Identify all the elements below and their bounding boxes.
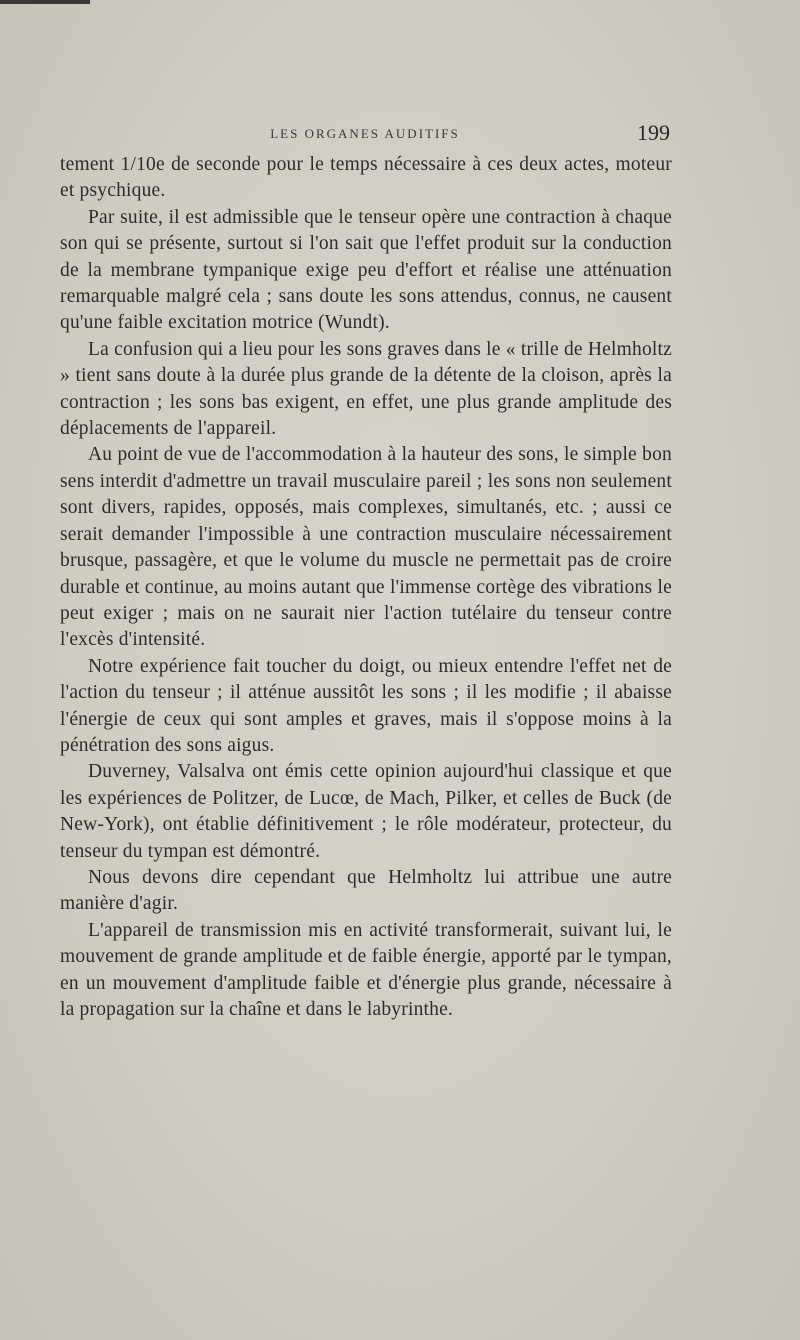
body-text xyxy=(60,152,672,1023)
page-edge-mark xyxy=(0,0,90,4)
paragraph: L'appareil de transmission mis en activité transformerait, suivant lui, le mouvement de grande amplitude et de faible énergie, apporté par le tympan, en un mouvement d'amplitude faible et d'énergie plus grande, nécessaire à la propagation sur la chaîne et dans le labyrinthe. xyxy=(60,919,672,1020)
paragraph: Duverney, Valsalva ont émis cette opinion aujourd'hui classique et que les expériences de Politzer, de Lucœ, de Mach, Pilker, et celles de Buck (de New-York), ont établie définitivement ; le rôle modérateur, protecteur, du tenseur du tympan est démontré. xyxy=(60,761,672,862)
page-header xyxy=(60,120,670,150)
running-title: LES ORGANES AUDITIFS xyxy=(270,126,460,141)
paragraph: Notre expérience fait toucher du doigt, ou mieux entendre l'effet net de l'action du tenseur ; il atténue aussitôt les sons ; il les modifie ; il abaisse l'énergie de ceux qui sont amples et graves, mais il s'oppose moins à la pénétration des sons aigus. xyxy=(60,655,672,756)
page-number: 199 xyxy=(637,120,670,145)
paragraph: Nous devons dire cependant que Helmholtz lui attribue une autre manière d'agir. xyxy=(60,866,672,915)
paragraph: Au point de vue de l'accommodation à la hauteur des sons, le simple bon sens interdit d'admettre un travail musculaire pareil ; les sons non seulement sont divers, rapides, opposés, mais complexes, simultanés, etc. ; aussi ce serait demander l'impossible à une contraction musculaire nécessairement brusque, passagère, et que le volume du muscle ne permettait pas de croire durable et continue, au moins autant que l'immense cortège des vibrations le peut exiger ; mais on ne saurait nier l'action tutélaire du tenseur contre l'excès d'intensité. xyxy=(60,444,672,651)
paragraph: La confusion qui a lieu pour les sons graves dans le « trille de Helmholtz » tient sans doute à la durée plus grande de la détente de la cloison, après la contraction ; les sons bas exigent, en effet, une plus grande amplitude des déplacements de l'appareil. xyxy=(60,338,672,440)
paragraph-continued: tement 1/10e de seconde pour le temps nécessaire à ces deux actes, moteur et psychique. xyxy=(60,154,672,202)
paragraph: Par suite, il est admissible que le tenseur opère une contraction à chaque son qui se présente, surtout si l'on sait que l'effet produit sur la conduction de la membrane tympanique exige peu d'effort et réalise une atténuation remarquable malgré cela ; sans doute les sons attendus, connus, ne causent qu'une faible excitation motrice (Wundt). xyxy=(60,206,672,334)
